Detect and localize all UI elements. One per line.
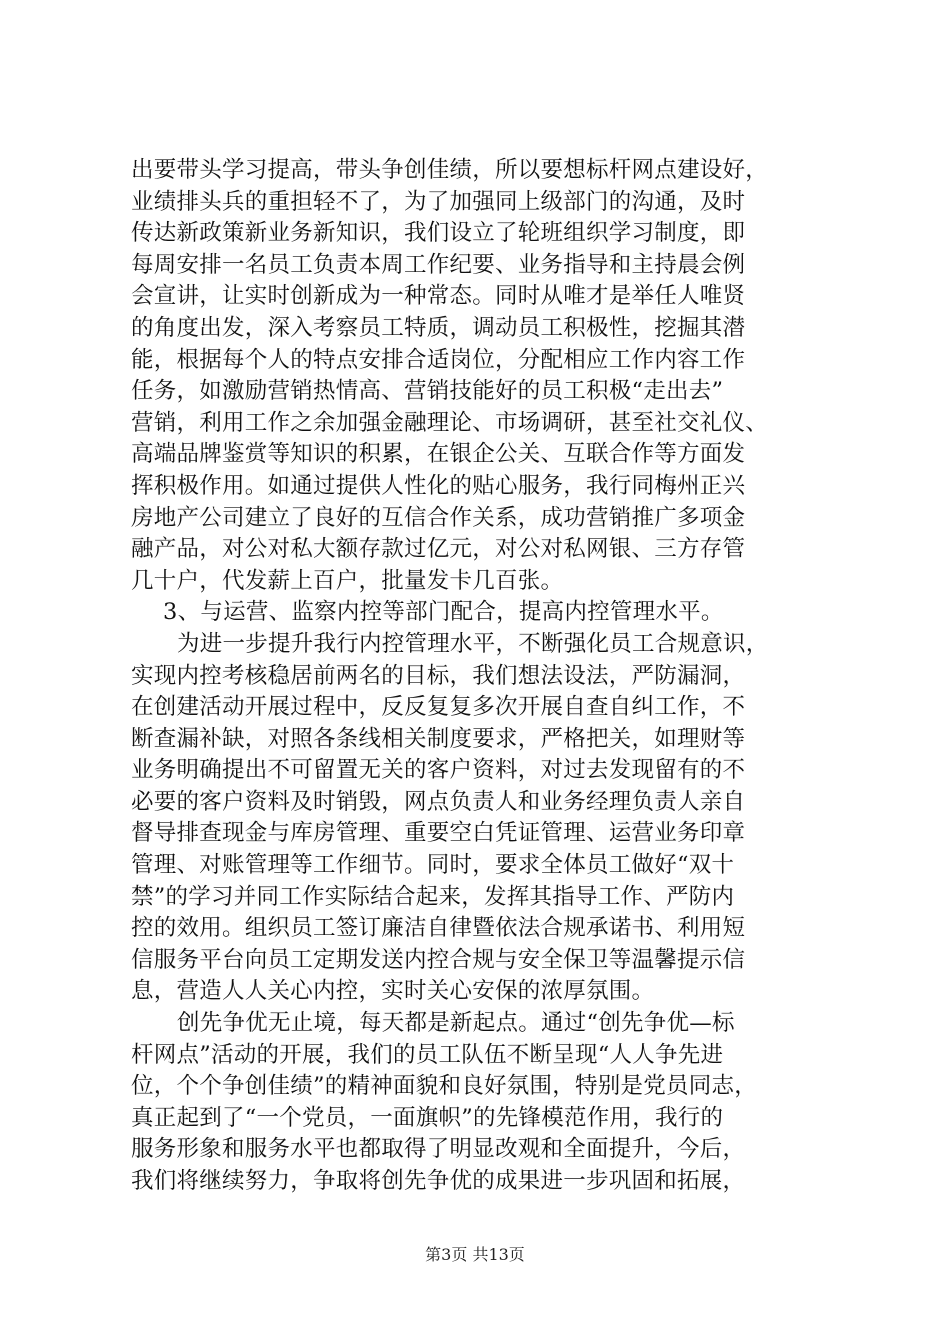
text-line: 创先争优无止境，每天都是新起点。通过“创先争优—标 bbox=[177, 1010, 735, 1037]
page-footer: 第3页 共13页 bbox=[425, 1245, 525, 1264]
paragraph-1 bbox=[131, 155, 831, 597]
heading-line: 3、与运营、监察内控等部门配合，提高内控管理水平。 bbox=[163, 599, 724, 626]
text-line: 位，个个争创佳绩”的精神面貌和良好氛围，特别是党员同志， bbox=[131, 1073, 758, 1100]
document-body bbox=[131, 155, 831, 1198]
paragraph-3 bbox=[131, 1008, 831, 1198]
text-line: 会宣讲，让实时创新成为一种常态。同时从唯才是举任人唯贤 bbox=[131, 283, 746, 310]
text-line: 业绩排头兵的重担轻不了，为了加强同上级部门的沟通，及时 bbox=[131, 188, 746, 215]
text-line: 能，根据每个人的特点安排合适岗位，分配相应工作内容工作 bbox=[131, 346, 746, 373]
text-line: 我们将继续努力，争取将创先争优的成果进一步巩固和拓展， bbox=[131, 1168, 746, 1194]
text-line: 控的效用。组织员工签订廉洁自律暨依法合规承诺书、利用短 bbox=[131, 915, 746, 942]
text-line: 融产品，对公对私大额存款过亿元，对公对私网银、三方存管 bbox=[131, 536, 746, 563]
text-line: 断查漏补缺，对照各条线相关制度要求，严格把关，如理财等 bbox=[131, 725, 746, 752]
text-line: 每周安排一名员工负责本周工作纪要、业务指导和主持晨会例 bbox=[131, 251, 746, 278]
text-line: 为进一步提升我行内控管理水平，不断强化员工合规意识， bbox=[177, 630, 769, 657]
text-line: 高端品牌鉴赏等知识的积累，在银企公关、互联合作等方面发 bbox=[131, 441, 746, 468]
text-line: 信服务平台向员工定期发送内控合规与安全保卫等温馨提示信 bbox=[131, 946, 746, 973]
text-line: 服务形象和服务水平也都取得了明显改观和全面提升，今后， bbox=[131, 1136, 746, 1163]
text-line: 实现内控考核稳居前两名的目标，我们想法设法，严防漏洞， bbox=[131, 662, 746, 689]
text-line: 营销，利用工作之余加强金融理论、市场调研，甚至社交礼仪、 bbox=[131, 409, 769, 436]
text-line: 传达新政策新业务新知识，我们设立了轮班组织学习制度，即 bbox=[131, 220, 746, 247]
text-line: 任务，如激励营销热情高、营销技能好的员工积极“走出去” bbox=[131, 378, 724, 405]
text-line: 出要带头学习提高，带头争创佳绩，所以要想标杆网点建设好， bbox=[131, 157, 769, 183]
text-line: 督导排查现金与库房管理、重要空白凭证管理、运营业务印章 bbox=[131, 820, 746, 847]
text-line: 几十户，代发薪上百户，批量发卡几百张。 bbox=[131, 567, 564, 594]
text-line: 息，营造人人关心内控，实时关心安保的浓厚氛围。 bbox=[131, 978, 655, 1005]
text-line: 杆网点”活动的开展，我们的员工队伍不断呈现“人人争先进 bbox=[131, 1041, 724, 1068]
text-line: 在创建活动开展过程中，反反复复多次开展自查自纠工作，不 bbox=[131, 694, 746, 721]
text-line: 房地产公司建立了良好的互信合作关系，成功营销推广多项金 bbox=[131, 504, 746, 531]
text-line: 必要的客户资料及时销毁，网点负责人和业务经理负责人亲自 bbox=[131, 788, 746, 815]
text-line: 禁”的学习并同工作实际结合起来，发挥其指导工作、严防内 bbox=[131, 883, 735, 910]
section-heading-3 bbox=[131, 597, 831, 629]
text-line: 的角度出发，深入考察员工特质，调动员工积极性，挖掘其潜 bbox=[131, 314, 746, 341]
text-line: 管理、对账管理等工作细节。同时，要求全体员工做好“双十 bbox=[131, 852, 735, 879]
text-line: 挥积极作用。如通过提供人性化的贴心服务，我行同梅州正兴 bbox=[131, 472, 746, 499]
text-line: 真正起到了“一个党员，一面旗帜”的先锋模范作用，我行的 bbox=[131, 1104, 724, 1131]
text-line: 业务明确提出不可留置无关的客户资料，对过去发现留有的不 bbox=[131, 757, 746, 784]
paragraph-2 bbox=[131, 629, 831, 1008]
